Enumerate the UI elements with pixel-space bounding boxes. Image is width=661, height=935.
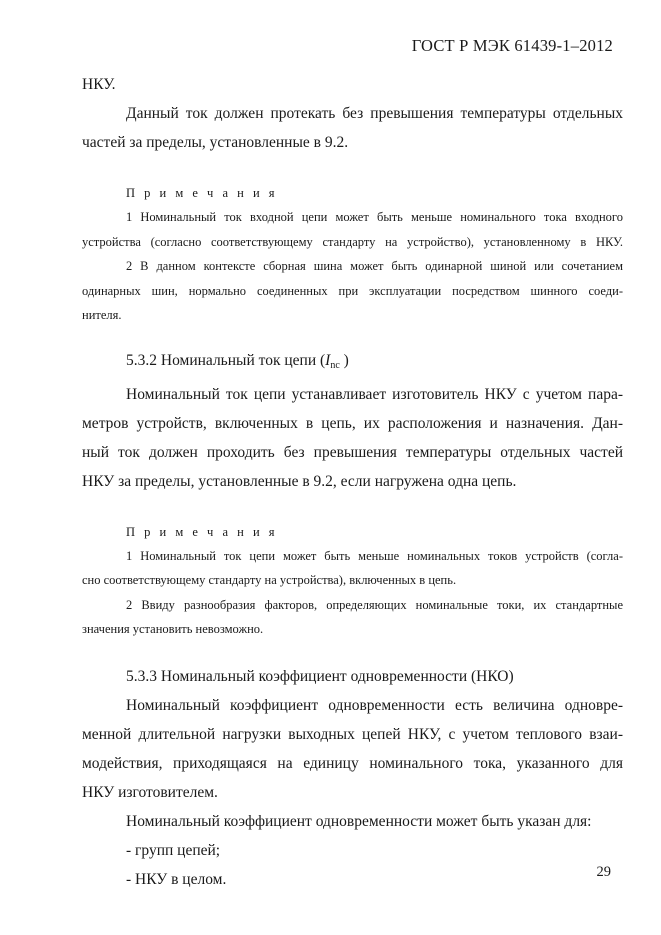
current-symbol: I: [325, 351, 331, 369]
paragraph-line: Номинальный ток цепи устанавливает изготовитель НКУ с учетом пара-: [126, 385, 623, 403]
paragraph-line: НКУ изготовителем.: [82, 783, 218, 801]
paragraph-line: Номинальный коэффициент одновременности может быть указан для:: [126, 812, 592, 830]
note-line: 2 В данном контексте сборная шина может быть одинарной шиной или сочетанием: [126, 259, 623, 273]
list-item: - НКУ в целом.: [126, 870, 227, 888]
standard-header: ГОСТ Р МЭК 61439-1–2012: [411, 36, 613, 55]
note-line: устройства (согласно соответствующему стандарту на устройство), установленному в НКУ.: [82, 234, 623, 249]
note-line: одинарных шин, нормально соединенных при эксплуатации посредством шинного соеди-: [82, 283, 623, 298]
note-line: 1 Номинальный ток цепи может быть меньше номинальных токов устройств (согла-: [126, 548, 623, 563]
section-title-prefix: 5.3.2 Номинальный ток цепи (: [126, 351, 326, 369]
list-item: - групп цепей;: [126, 841, 221, 859]
paragraph-line: модействия, приходящаяся на единицу номинального тока, указанного для: [82, 754, 623, 772]
notes-heading: П р и м е ч а н и я: [126, 524, 278, 539]
note-line: 2 Ввиду разнообразия факторов, определяющих номинальные токи, их стандартные: [126, 597, 623, 612]
paragraph-line: Данный ток должен протекать без превышения температуры отдельных: [126, 105, 623, 122]
note-line: значения установить невозможно.: [82, 622, 264, 636]
notes-heading: П р и м е ч а н и я: [126, 186, 278, 200]
note-line: нителя.: [82, 308, 122, 322]
page-number: 29: [596, 864, 611, 880]
note-line: 1 Номинальный ток входной цепи может быть меньше номинального тока входного: [126, 210, 623, 224]
paragraph-line: НКУ за пределы, установленные в 9.2, если нагружена одна цепь.: [82, 472, 517, 490]
note-line: сно соответствующему стандарту на устройства), включенных в цепь.: [82, 573, 457, 587]
continuation-line: НКУ.: [82, 76, 116, 93]
paragraph-line: ный ток должен проходить без превышения температуры отдельных частей: [82, 443, 623, 461]
section-title-5-3-3: 5.3.3 Номинальный коэффициент одновременности (НКО): [126, 667, 514, 685]
page-content: [82, 70, 623, 894]
current-subscript: nc: [330, 359, 340, 371]
section-title-5-3-2: [82, 346, 623, 380]
paragraph-line: Номинальный коэффициент одновременности есть величина одновре-: [126, 696, 623, 714]
paragraph-line: метров устройств, включенных в цепь, их расположения и назначения. Дан-: [82, 414, 623, 432]
paragraph-line: менной длительной нагрузки выходных цепей НКУ, с учетом теплового взаи-: [82, 725, 623, 743]
section-title-suffix: ): [339, 351, 349, 369]
paragraph-line: частей за пределы, установленные в 9.2.: [82, 134, 349, 151]
